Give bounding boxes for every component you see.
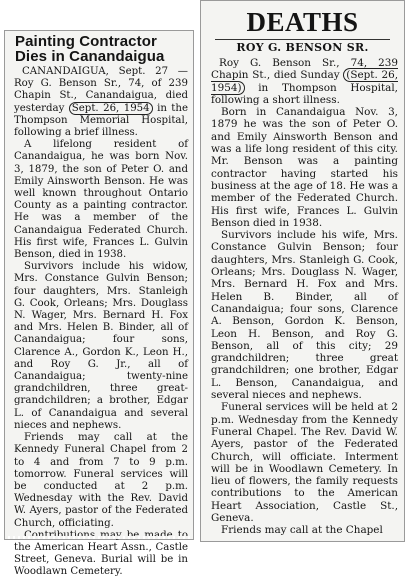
circled-date: (Sept. 26, 1954): [211, 69, 398, 94]
article-body: [201, 55, 404, 537]
paragraph-visitation: Friends may call at the Chapel: [221, 524, 383, 537]
headline: [5, 31, 193, 64]
article-body: [5, 64, 193, 579]
lead-text: Roy G. Benson Sr., 74, 239 Chapin St., died Sunday: [211, 57, 398, 82]
section-heading: DEATHS: [246, 7, 359, 37]
paragraph-services: Funeral services will be held at 2 p.m. Wednesday from the Kennedy Funeral Chapel. The Rev. David W. Ayers, pastor of the Federated Church, will officiate. Interment will be in Woodlawn Cemetery. In lieu of flowers, the family requests contributions to the American Heart Association, Castle St., Geneva.: [211, 401, 398, 524]
left-obituary-clipping: [4, 30, 194, 578]
headline-line-1: Painting Contractor: [15, 33, 157, 50]
paragraph-survivors: Survivors include his wife, Mrs. Constance Gulvin Benson; four daughters, Mrs. Stanleigh G. Cook, Orleans; Mrs. Douglass N. Wager, Mrs. Bernard H. Fox and Mrs. Helen B. Binder, all of Canandaigua; four sons, Clarence A. Benson, Gordon K. Benson, Leon H. Benson, and Roy G. Benson, all of this city; 29 grandchildren; three great grandchildren; one brother, Edgar L. Benson, Canandaigua, and several nieces and nephews.: [211, 229, 398, 402]
paragraph-contributions: the American Heart Assn., Castle Street, Geneva. Burial will be in Woodlawn Cemetery.: [14, 541, 188, 578]
right-obituary-clipping: [200, 0, 405, 542]
name-heading: ROY G. BENSON SR.: [236, 41, 369, 54]
lead-text: CANANDAIGUA, Sept. 27 — Roy G. Benson Sr., 74, of 239 Chapin St., Canandaigua, died yesterday: [14, 66, 188, 114]
heading-rule: [215, 39, 390, 40]
lead-text-end: in the Thompson Memorial Hospital, following a brief illness.: [14, 102, 188, 139]
lead-text-end: in Thompson Hospital, following a short illness.: [211, 81, 398, 106]
paragraph-biography: Born in Canandaigua Nov. 3, 1879 he was the son of Peter O. and Emily Ainsworth Benson and was a life long resident of this city. Mr. Benson was a painting contractor having started his business at the age of 18. He was a member of the Federated Church. His first wife, Frances L. Gulvin Benson died in 1938.: [211, 106, 398, 229]
circled-date: Sept. 26, 1954: [69, 102, 153, 115]
paragraph-biography: A lifelong resident of Canandaigua, he was born Nov. 3, 1879, the son of Peter O. and Emily Ainsworth Benson. He was well known throughout Ontario County as a painting contractor. He was a member of the Canandaigua Federated Church. His first wife, Frances L. Gulvin Benson, died in 1938.: [14, 139, 188, 261]
headline-line-2: Dies in Canandaigua: [15, 48, 165, 65]
paragraph-lead: [14, 66, 188, 139]
paragraph-lead: [211, 57, 398, 106]
paragraph-services: Friends may call at the Kennedy Funeral Chapel from 2 to 4 and from 7 to 9 p.m. tomorrow. Funeral services will be conducted at 2 p.m. Wednesday with the Rev. David W. Ayers, pastor of the Federated Church, officiating.: [14, 432, 188, 529]
paragraph-survivors: Survivors include his widow, Mrs. Constance Gulvin Benson; four daughters, Mrs. Stanleigh G. Cook, Orleans; Mrs. Douglass N. Wager, Mrs. Bernard H. Fox and Mrs. Helen B. Binder, all of Canandaigua; four sons, Clarence A., Gordon K., Leon H., and Roy G. Jr., all of Canandaigua; twenty-nine grandchildren, three great-grandchildren; a brother, Edgar L. of Canandaigua and several nieces and nephews.: [14, 261, 188, 431]
torn-edge: [5, 536, 193, 539]
